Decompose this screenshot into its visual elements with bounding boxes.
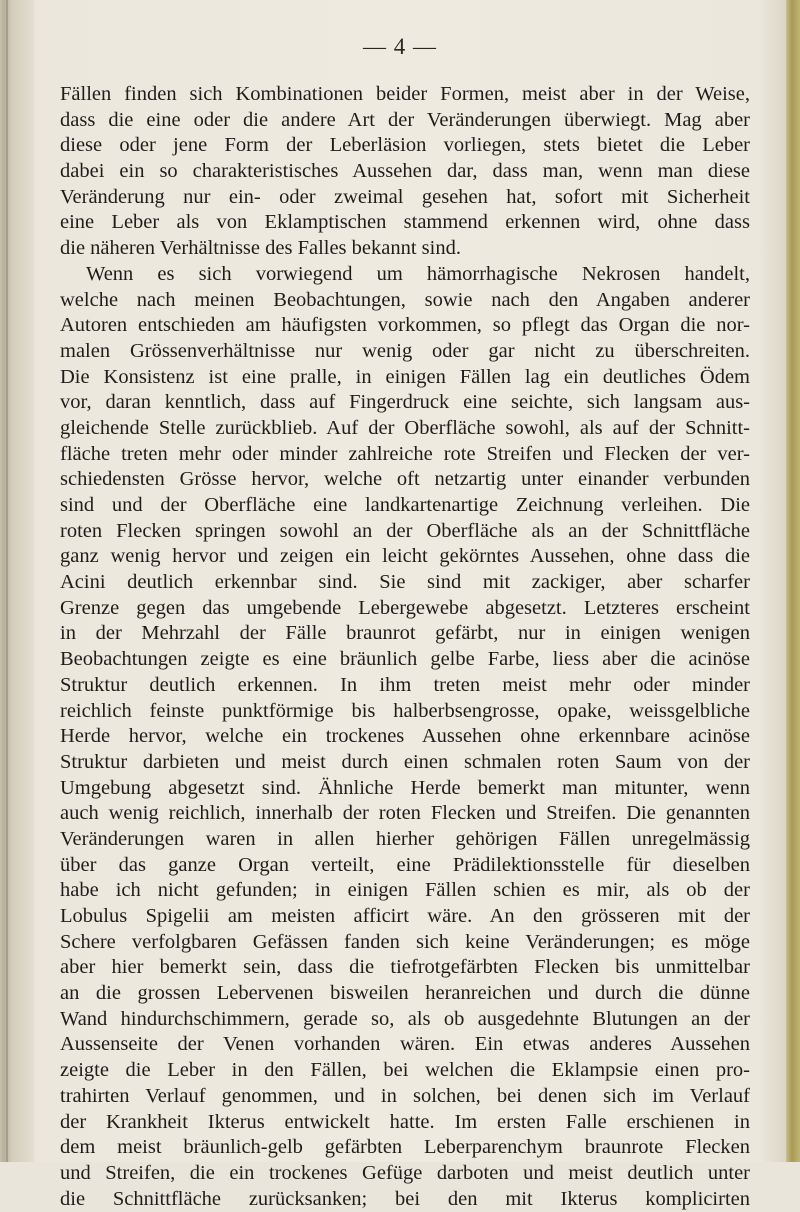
text-line: Die Konsistenz ist eine pralle, in einigen Fällen lag ein deutliches Ödem	[60, 365, 750, 388]
text-line: aber hier bemerkt sein, dass die tiefrotgefärbten Flecken bis unmittelbar	[60, 956, 750, 979]
page-number: — 4 —	[363, 34, 437, 59]
text-line: die Schnittfläche zurücksanken; bei den mit Ikterus komplicirten	[60, 1187, 750, 1210]
text-line: Struktur darbieten und meist durch einen schmalen roten Saum von der	[60, 750, 750, 773]
text-line: diese oder jene Form der Leberläsion vorliegen, stets bietet die Leber	[60, 134, 750, 157]
text-line: Beobachtungen zeigte es eine bräunlich gelbe Farbe, liess aber die acinöse	[60, 648, 750, 671]
text-line: dabei ein so charakteristisches Aussehen dar, dass man, wenn man diese	[60, 160, 750, 183]
text-line: dem meist bräunlich-gelb gefärbten Leberparenchym braunrote Flecken	[60, 1136, 750, 1159]
text-line: Lobulus Spigelii am meisten afficirt wäre. An den grösseren mit der	[60, 905, 750, 927]
text-line: ganz wenig hervor und zeigen ein leicht gekörntes Aussehen, ohne dass die	[60, 545, 750, 568]
text-line: Veränderung nur ein- oder zweimal gesehen hat, sofort mit Sicherheit	[60, 185, 750, 208]
text-line: an die grossen Lebervenen bisweilen heranreichen und durch die dünne	[60, 982, 750, 1005]
text-line: roten Flecken springen sowohl an der Oberfläche als an der Schnittfläche	[60, 519, 750, 542]
text-line: Struktur deutlich erkennen. In ihm treten meist mehr oder minder	[60, 673, 750, 696]
text-line: und Streifen, die ein trockenes Gefüge darboten und meist deutlich unter	[60, 1161, 750, 1184]
text-line: Aussenseite der Venen vorhanden wären. Ein etwas anderes Aussehen	[60, 1033, 750, 1056]
text-line: reichlich feinste punktförmige bis halberbsengrosse, opake, weissgelbliche	[60, 699, 750, 722]
binding-edge	[0, 0, 34, 1162]
text-line: die näheren Verhältnisse des Falles bekannt sind.	[60, 237, 461, 260]
text-line: in der Mehrzahl der Fälle braunrot gefärbt, nur in einigen wenigen	[60, 622, 750, 645]
body-text	[60, 82, 750, 1212]
binding-line	[6, 0, 8, 1162]
text-line: Umgebung abgesetzt sind. Ähnliche Herde bemerkt man mitunter, wenn	[60, 776, 750, 799]
text-line: Veränderungen waren in allen hierher gehörigen Fällen unregelmässig	[60, 827, 750, 850]
text-line: habe ich nicht gefunden; in einigen Fällen schien es mir, als ob der	[60, 879, 750, 902]
text-line: zeigte die Leber in den Fällen, bei welchen die Eklampsie einen pro-	[60, 1059, 750, 1082]
text-line: eine Leber als von Eklamptischen stammend erkennen wird, ohne dass	[60, 211, 750, 234]
text-line: Grenze gegen das umgebende Lebergewebe abgesetzt. Letzteres erscheint	[60, 596, 750, 619]
text-line: dass die eine oder die andere Art der Veränderungen überwiegt. Mag aber	[60, 108, 750, 131]
text-line: Herde hervor, welche ein trockenes Aussehen ohne erkennbare acinöse	[60, 725, 750, 748]
page-edge-right	[786, 0, 800, 1162]
text-line: über das ganze Organ verteilt, eine Prädilektionsstelle für dieselben	[60, 853, 750, 876]
text-line: gleichende Stelle zurückblieb. Auf der Oberfläche sowohl, als auf der Schnitt-	[60, 416, 750, 439]
text-line: auch wenig reichlich, innerhalb der roten Flecken und Streifen. Die genannten	[60, 802, 750, 825]
text-line: Wand hindurchschimmern, gerade so, als ob ausgedehnte Blutungen an der	[60, 1007, 750, 1030]
text-line: Schere verfolgbaren Gefässen fanden sich keine Veränderungen; es möge	[60, 930, 750, 953]
text-line: Fällen finden sich Kombinationen beider Formen, meist aber in der Weise,	[60, 83, 750, 105]
text-line: schiedensten Grösse hervor, welche oft netzartig unter einander verbunden	[60, 468, 750, 491]
text-line: fläche treten mehr oder minder zahlreiche rote Streifen und Flecken der ver-	[60, 442, 750, 465]
text-line: der Krankheit Ikterus entwickelt hatte. Im ersten Falle erschienen in	[60, 1110, 750, 1133]
text-line: Autoren entschieden am häufigsten vorkommen, so pflegt das Organ die nor-	[60, 314, 750, 337]
text-line: malen Grössenverhältnisse nur wenig oder gar nicht zu überschreiten.	[60, 339, 750, 362]
text-line: sind und der Oberfläche eine landkartenartige Zeichnung verleihen. Die	[60, 494, 750, 516]
text-line: trahirten Verlauf genommen, und in solchen, bei denen sich im Verlauf	[60, 1084, 750, 1107]
text-line: vor, daran kenntlich, dass auf Fingerdruck eine seichte, sich langsam aus-	[60, 391, 750, 414]
text-line: Wenn es sich vorwiegend um hämorrhagische Nekrosen handelt,	[86, 262, 750, 285]
text-line: Acini deutlich erkennbar sind. Sie sind mit zackiger, aber scharfer	[60, 571, 750, 594]
text-line: welche nach meinen Beobachtungen, sowie nach den Angaben anderer	[60, 288, 750, 311]
